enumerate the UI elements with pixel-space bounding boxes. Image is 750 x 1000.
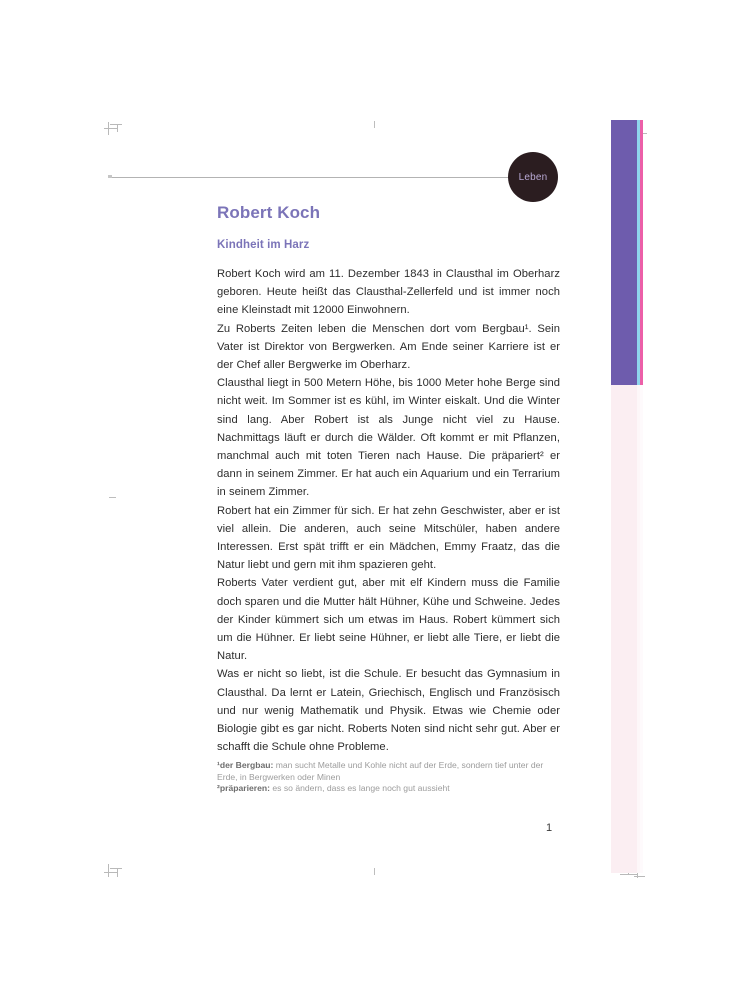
paragraph: Was er nicht so liebt, ist die Schule. Er besucht das Gymnasium in Clausthal. Da lernt er Latein, Griechisch, Englisch und Französisch und nur wenig Mathematik und Physik. Etwas wie Chemie oder Biologie gibt es gar nicht. Roberts Noten sind nicht sehr gut. Aber er schafft die Schule ohne Probleme.	[217, 668, 560, 754]
footnote-item	[217, 783, 552, 795]
page-number: 1	[546, 822, 553, 834]
chapter-badge-label: Leben	[518, 171, 548, 183]
side-bar-magenta-pale	[640, 385, 643, 873]
paragraph: Robert Koch wird am 11. Dezember 1843 in Clausthal im Oberharz geboren. Heute heißt das Clausthal-Zellerfeld und ist immer noch eine Kleinstadt mit 12000 Einwohnern.	[217, 268, 560, 317]
chapter-badge	[508, 152, 558, 202]
paragraph: Clausthal liegt in 500 Metern Höhe, bis 1000 Meter hohe Berge sind nicht weit. Im Sommer ist es kühl, im Winter eiskalt. Und die Winter sind lang. Aber Robert ist als Junge nicht viel zu Hause. Nachmittags läuft er durch die Wälder. Oft kommt er mit Pflanzen, manchmal auch mit toten Tieren nach Hause. Die präpariert² er dann in seinem Zimmer. Er hat auch ein Aquarium und ein Terrarium in seinem Zimmer.	[217, 377, 560, 499]
fold-mark-bottom-center	[374, 868, 375, 875]
footnote-term: ²präparieren:	[217, 783, 271, 793]
footnote-item	[217, 760, 552, 783]
side-bar-magenta	[640, 120, 643, 385]
footnote-block	[217, 760, 552, 795]
section-subtitle: Kindheit im Harz	[217, 239, 310, 251]
paragraph: Roberts Vater verdient gut, aber mit elf Kindern muss die Familie doch sparen und die Mutter hält Hühner, Kühe und Schweine. Jedes der Kinder kümmert sich um etwas im Haus. Robert kümmert sich um die Hühner. Er liebt seine Hühner, er liebt alle Tiere, er liebt die Natur.	[217, 577, 560, 663]
fold-mark-left-center	[109, 497, 116, 498]
footnote-definition: es so ändern, dass es lange noch gut aussieht	[270, 783, 450, 793]
header-rule	[112, 177, 520, 178]
page-title: Robert Koch	[217, 203, 321, 222]
paragraph: Robert hat ein Zimmer für sich. Er hat zehn Geschwister, aber er ist viel allein. Die anderen, auch seine Mitschüler, haben andere Interessen. Erst spät trifft er ein Mädchen, Emmy Fraatz, das die Natur liebt und gern mit ihm spazieren geht.	[217, 504, 560, 572]
footnote-definition: man sucht Metalle und Kohle nicht auf der Erde, sondern tief unter der Erde, in Bergwerken oder Minen	[217, 760, 544, 782]
article-body	[217, 203, 560, 756]
side-bar-purple	[611, 120, 637, 385]
fold-mark-top-center	[374, 121, 375, 128]
side-bar-pale-pink	[611, 385, 637, 873]
footnote-term: ¹der Bergbau:	[217, 760, 274, 770]
paragraph: Zu Roberts Zeiten leben die Menschen dort vom Bergbau¹. Sein Vater ist Direktor von Bergwerken. Am Ende seiner Karriere ist er der Chef aller Bergwerke im Oberharz.	[217, 322, 560, 372]
